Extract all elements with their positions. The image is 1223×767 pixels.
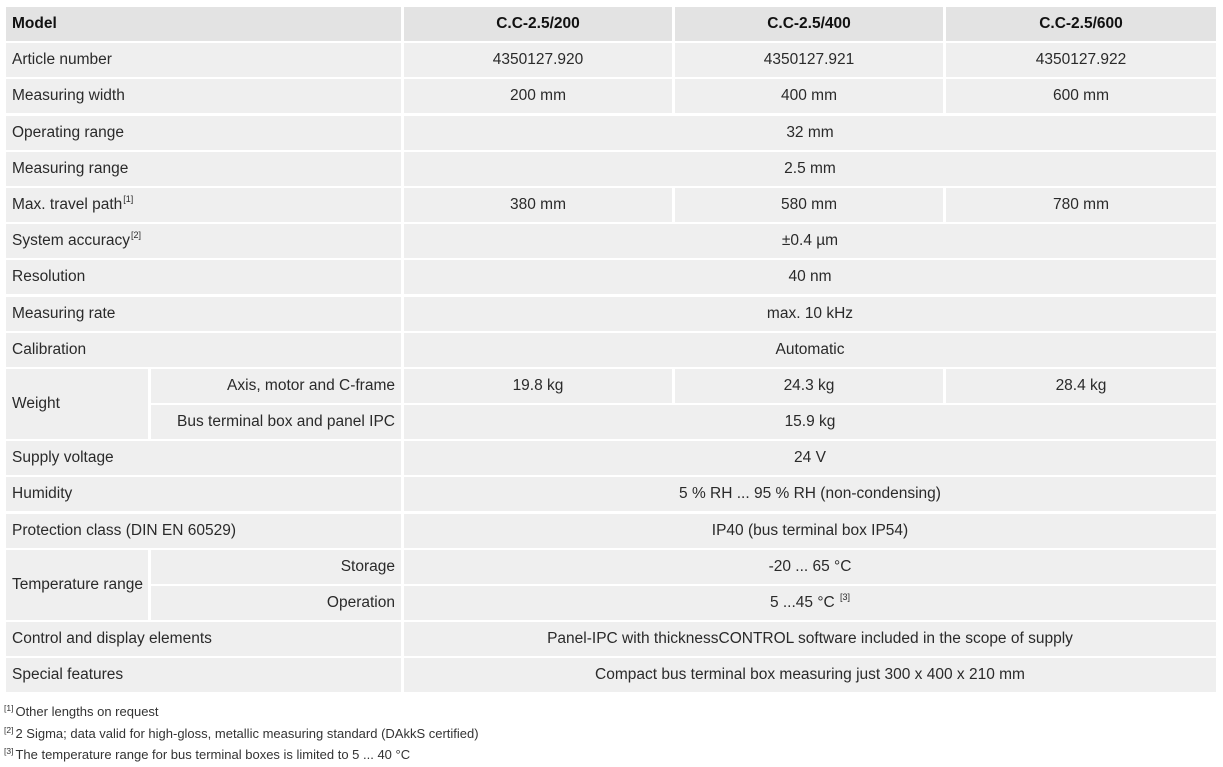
footnote-3-mark: [3] — [4, 746, 14, 756]
max-travel-path-200: 380 mm — [404, 188, 672, 222]
footnote-2-text: 2 Sigma; data valid for high-gloss, metallic measuring standard (DAkkS certified) — [15, 725, 479, 741]
footnote-1-text: Other lengths on request — [15, 704, 159, 719]
footnote-ref-1: [1] — [123, 193, 134, 204]
measuring-rate-value: max. 10 kHz — [404, 297, 1216, 331]
header-model-200: C.C-2.5/200 — [404, 7, 672, 41]
operating-range-value: 32 mm — [404, 116, 1216, 150]
row-label-operating-range: Operating range — [6, 116, 401, 150]
row-label-measuring-rate: Measuring rate — [6, 297, 401, 331]
row-label-humidity: Humidity — [6, 477, 401, 511]
row-label-system-accuracy — [6, 224, 401, 258]
row-label-measuring-range: Measuring range — [6, 152, 401, 186]
system-accuracy-value: ±0.4 µm — [404, 224, 1216, 258]
row-label-temperature-range: Temperature range — [6, 550, 148, 620]
max-travel-path-600: 780 mm — [946, 188, 1216, 222]
measuring-width-400: 400 mm — [675, 79, 943, 113]
row-label-max-travel-path — [6, 188, 401, 222]
temperature-storage-value: -20 ... 65 °C — [404, 550, 1216, 584]
row-label-weight: Weight — [6, 369, 148, 439]
row-label-calibration: Calibration — [6, 333, 401, 367]
footnote-2-mark: [2] — [4, 724, 14, 735]
footnotes — [4, 702, 1204, 767]
measuring-range-value: 2.5 mm — [404, 152, 1216, 186]
article-number-200: 4350127.920 — [404, 43, 672, 77]
row-label-protection-class: Protection class (DIN EN 60529) — [6, 514, 401, 548]
measuring-width-200: 200 mm — [404, 79, 672, 113]
weight-bus-value: 15.9 kg — [404, 405, 1216, 439]
temperature-sublabel-storage: Storage — [151, 550, 401, 584]
article-number-400: 4350127.921 — [675, 43, 943, 77]
header-model-400: C.C-2.5/400 — [675, 7, 943, 41]
max-travel-path-label-text: Max. travel path — [12, 195, 123, 213]
row-label-supply-voltage: Supply voltage — [6, 441, 401, 475]
row-label-article-number: Article number — [6, 43, 401, 77]
header-model-600: C.C-2.5/600 — [946, 7, 1216, 41]
row-label-measuring-width: Measuring width — [6, 79, 401, 113]
system-accuracy-label-text: System accuracy — [12, 232, 131, 250]
row-label-special-features: Special features — [6, 658, 401, 692]
spec-table — [6, 7, 1216, 692]
footnote-ref-3: [3] — [840, 592, 851, 602]
footnote-3 — [4, 745, 1204, 767]
temperature-operation-text: 5 ...45 °C — [769, 594, 835, 611]
weight-axis-200: 19.8 kg — [404, 369, 672, 403]
footnote-1 — [4, 702, 1204, 724]
row-label-resolution: Resolution — [6, 260, 401, 294]
header-model: Model — [6, 7, 401, 41]
measuring-width-600: 600 mm — [946, 79, 1216, 113]
footnote-1-mark: [1] — [4, 703, 14, 713]
footnote-3-text: The temperature range for bus terminal boxes is limited to 5 ... 40 °C — [15, 747, 411, 762]
temperature-operation-value — [404, 586, 1216, 620]
row-label-control-display: Control and display elements — [6, 622, 401, 656]
protection-class-value: IP40 (bus terminal box IP54) — [404, 514, 1216, 548]
supply-voltage-value: 24 V — [404, 441, 1216, 475]
humidity-value: 5 % RH ... 95 % RH (non-condensing) — [404, 477, 1216, 511]
weight-axis-600: 28.4 kg — [946, 369, 1216, 403]
footnote-ref-2: [2] — [131, 230, 142, 241]
weight-sublabel-bus: Bus terminal box and panel IPC — [151, 405, 401, 439]
weight-axis-400: 24.3 kg — [675, 369, 943, 403]
special-features-value: Compact bus terminal box measuring just 300 x 400 x 210 mm — [404, 658, 1216, 692]
calibration-value: Automatic — [404, 333, 1216, 367]
temperature-sublabel-operation: Operation — [151, 586, 401, 620]
weight-sublabel-axis: Axis, motor and C-frame — [151, 369, 401, 403]
article-number-600: 4350127.922 — [946, 43, 1216, 77]
max-travel-path-400: 580 mm — [675, 188, 943, 222]
footnote-2 — [4, 724, 1204, 746]
resolution-value: 40 nm — [404, 260, 1216, 294]
control-display-value: Panel-IPC with thicknessCONTROL software included in the scope of supply — [404, 622, 1216, 656]
